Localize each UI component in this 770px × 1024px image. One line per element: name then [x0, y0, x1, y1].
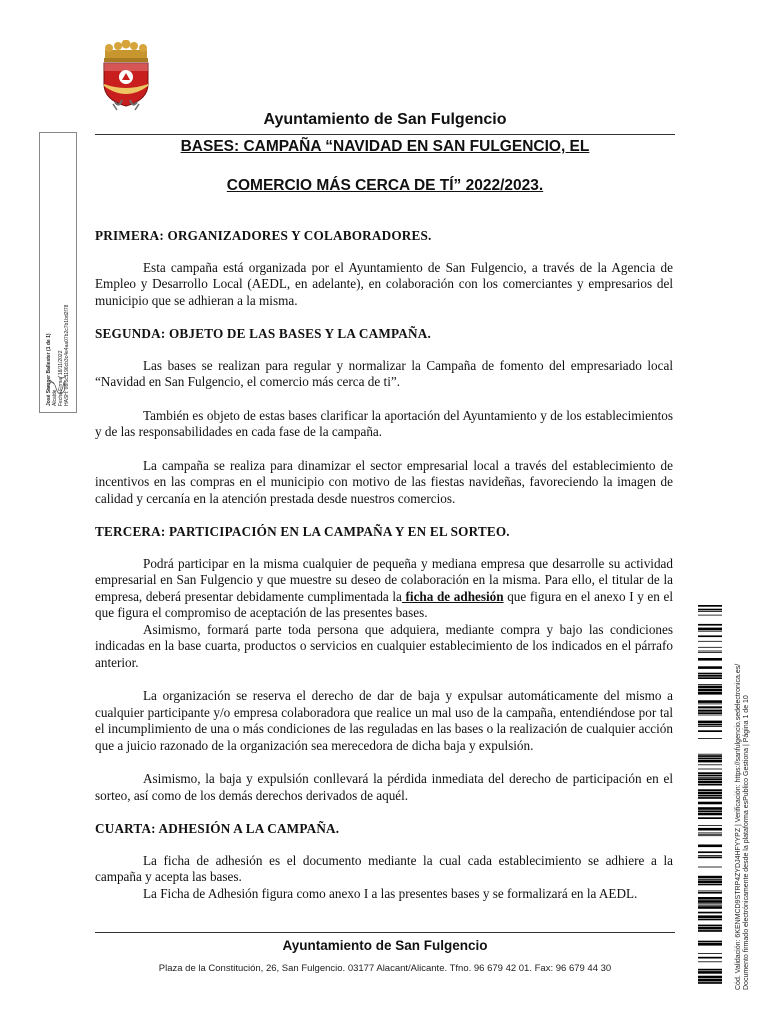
paragraph-text: que figura en el anexo I y en el que figura el compromiso de aceptación de las presentes bases. [95, 588, 673, 620]
paragraph: Las bases se realizan para regular y normalizar la Campaña de fomento del empresariado local “Navidad en San Fulgencio, el comercio más cerca de ti”. [95, 357, 673, 389]
paragraph: La organización se reserva el derecho de dar de baja y expulsar automáticamente del mismo a cualquier participante y/o empresa colaboradora que realice un mal uso de la campaña, entendiéndose por tal el incumplimiento de una o más condiciones de las reguladas en las bases o la realización de cualquier acción que a juicio razonado de la organización sea merecedora de dicha baja y expulsión. [95, 688, 673, 753]
section-heading-primera: PRIMERA: ORGANIZADORES Y COLABORADORES. [95, 228, 432, 243]
stamp-date: Fecha Firma: 18/11/2022 [58, 350, 64, 406]
section-heading-cuarta: CUARTA: ADHESIÓN A LA CAMPAÑA. [95, 821, 340, 836]
footer-divider [95, 932, 675, 933]
verification-line-1: Cód. Validación: 6KENMCD9STRP4ZYDJ4HFYYPZ | Verificación: https://sanfulgencio.sedelectronica.es/ [735, 663, 742, 990]
section-heading-tercera: TERCERA: PARTICIPACIÓN EN LA CAMPAÑA Y EN EL SORTEO. [95, 524, 510, 539]
ficha-adhesion-emphasis: ficha de adhesión [401, 588, 504, 604]
section-heading-segunda: SEGUNDA: OBJETO DE LAS BASES Y LA CAMPAÑA. [95, 326, 431, 341]
signature-scribble-icon [42, 370, 72, 400]
paragraph [95, 556, 673, 622]
paragraph-text: Podrá participar en la misma cualquier de pequeña y mediana empresa que desarrolle su actividad empresarial en San Fulgencio y que muestre su deseo de colaboración en la misma. Para ello, el titular de la empresa, deberá presentar debidamente cumplimentada la [95, 555, 673, 604]
paragraph: La campaña se realiza para dinamizar el sector empresarial local a través del establecimiento de incentivos en las compras en el municipio con motivo de las fiestas navideñas, favoreciendo la imagen de calidad y cercanía en la atención prestada desde nuestros comercios. [95, 457, 673, 506]
verification-line-2: Documento firmado electrónicamente desde la plataforma esPublico Gestiona | Página 1 de 10 [743, 695, 750, 990]
stamp-role: Alcalde [52, 389, 58, 406]
verification-text [735, 605, 759, 990]
paragraph: Asimismo, la baja y expulsión conllevará la pérdida inmediata del derecho de participación en el sorteo, así como de los demás derechos derivados de aquél. [95, 771, 673, 803]
paragraph: La ficha de adhesión es el documento mediante la cual cada establecimiento se adhiere a la campaña y acepta las bases. [95, 852, 673, 884]
municipal-crest-icon [95, 40, 157, 112]
paragraph: También es objeto de estas bases clarificar la aportación del Ayuntamiento y de los establecimientos y de las responsabilidades en cada fase de la campaña. [95, 407, 673, 439]
stamp-hash: HASH: 08f5c1196cb3c4e4aa07b2c7b1bd2f78 [64, 304, 70, 406]
barcode-icon [698, 605, 722, 990]
header-title: Ayuntamiento de San Fulgencio [263, 111, 507, 128]
document-title-line-1: BASES: CAMPAÑA “NAVIDAD EN SAN FULGENCIO, EL [180, 138, 590, 155]
footer-title: Ayuntamiento de San Fulgencio [282, 938, 488, 953]
paragraph: La Ficha de Adhesión figura como anexo I a las presentes bases y se formalizará en la AEDL. [143, 885, 638, 901]
document-title-line-2: COMERCIO MÁS CERCA DE TÍ” 2022/2023. [226, 177, 544, 194]
footer-address: Plaza de la Constitución, 26, San Fulgencio. 03177 Alacant/Alicante. Tfno. 96 679 42 01. Fax: 96 679 44 30 [158, 963, 612, 974]
stamp-signer: José Samper Ballester (1 de 1) [46, 333, 52, 406]
document-body [95, 228, 673, 902]
paragraph: Asimismo, formará parte toda persona que adquiera, mediante compra y bajo las condiciones indicadas en la base cuarta, productos o servicios en cualquier establecimiento de los indicados en el párrafo anterior. [95, 621, 673, 670]
header-divider [95, 134, 675, 135]
paragraph: Esta campaña está organizada por el Ayuntamiento de San Fulgencio, a través de la Agencia de Empleo y Desarrollo Local (AEDL, en adelante), en colaboración con los comerciantes y empresarios del municipio que se adhieran a la misma. [95, 259, 673, 308]
